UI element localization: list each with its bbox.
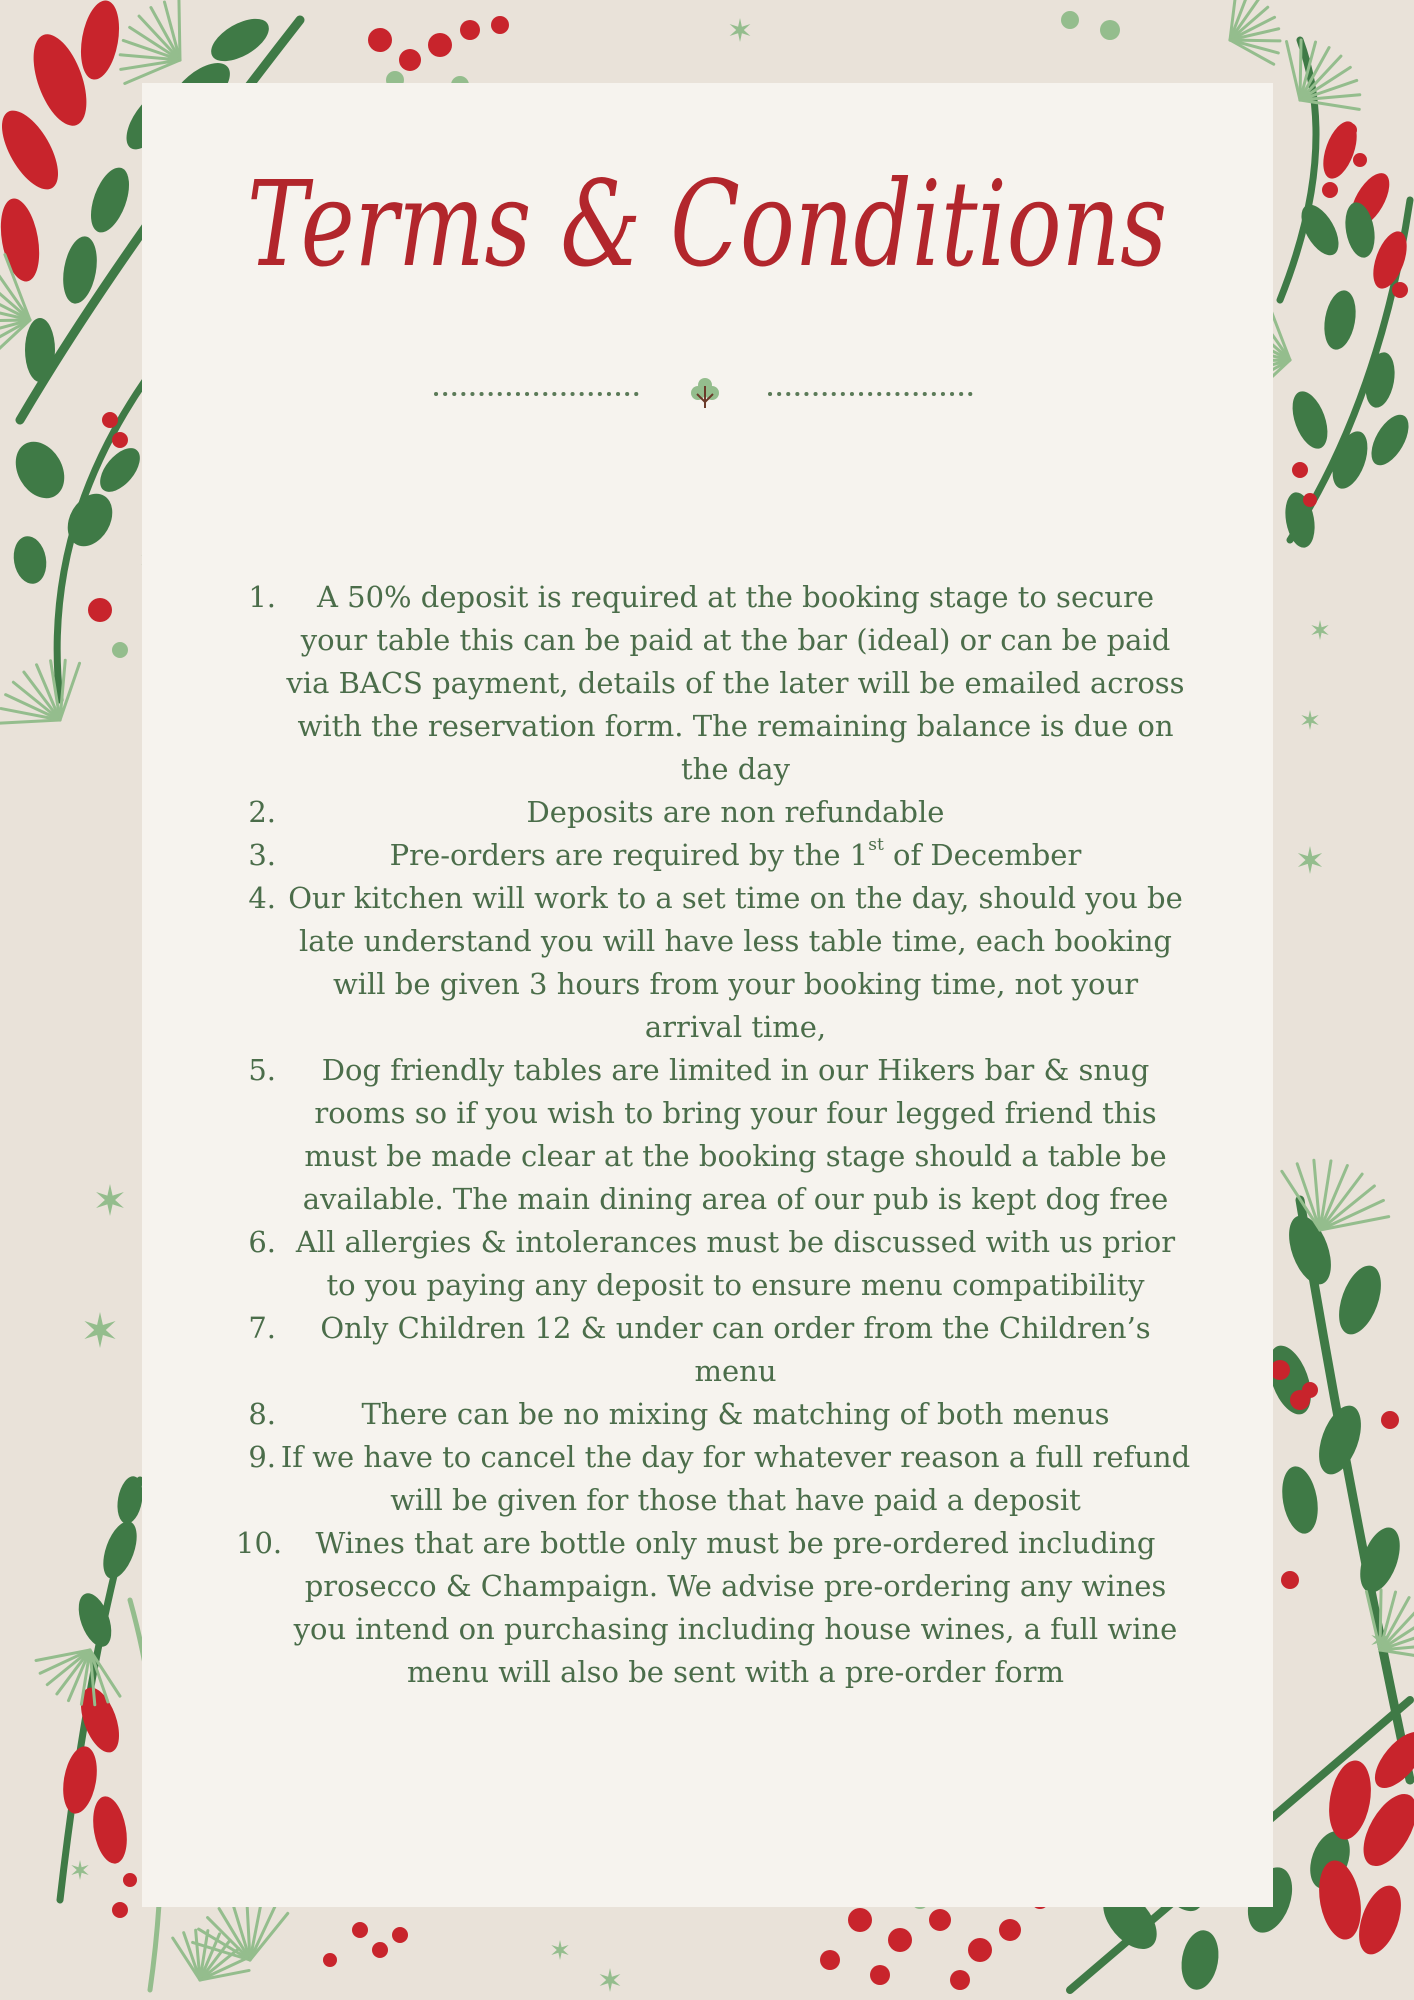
term-text: There can be no mixing & matching of both menus xyxy=(361,1397,1110,1431)
terms-list xyxy=(236,576,1191,1694)
fern-icon xyxy=(1287,42,1300,100)
berry-icon xyxy=(399,49,421,71)
leaf-icon xyxy=(10,534,50,587)
berry-icon xyxy=(1061,11,1079,29)
term-item xyxy=(236,1522,1191,1694)
term-text: Deposits are non refundable xyxy=(526,795,945,829)
berry-icon xyxy=(88,598,112,622)
leaf-icon xyxy=(58,1744,101,1817)
berry-icon xyxy=(1281,1571,1299,1589)
berry-icon xyxy=(1322,182,1338,198)
term-item xyxy=(236,1221,1191,1307)
term-text-start: Pre-orders are required by the 1 xyxy=(389,838,869,872)
term-number: 9. xyxy=(248,1440,276,1474)
berry-icon xyxy=(999,1919,1021,1941)
term-text: A 50% deposit is required at the booking stage to secure your table this can be paid at the bar (ideal) or can be paid via BACS payment, details of the later will be emailed across with the reservation form. The remaining balance is due on the day xyxy=(286,580,1185,786)
leaf-icon xyxy=(1364,409,1414,471)
star-icon xyxy=(600,1968,621,1992)
term-item xyxy=(236,877,1191,1049)
ordinal-superscript: st xyxy=(868,835,884,856)
term-item xyxy=(236,834,1191,877)
term-text: If we have to cancel the day for whatever reason a full refund will be given for those that have paid a deposit xyxy=(280,1440,1191,1517)
leaf-icon xyxy=(1286,387,1335,454)
berry-icon xyxy=(491,16,509,34)
term-number: 7. xyxy=(248,1311,276,1345)
berry-icon xyxy=(848,1908,872,1932)
berry-icon xyxy=(968,1938,992,1962)
star-icon xyxy=(96,1184,124,1216)
leaf-icon xyxy=(1317,117,1364,183)
term-text: Dog friendly tables are limited in our Hikers bar & snug rooms so if you wish to bring your four legged friend this must be made clear at the booking stage should a table be available. The main dining area of our pub is kept dog free xyxy=(302,1053,1169,1216)
leaf-icon xyxy=(1331,1260,1389,1340)
berry-icon xyxy=(112,642,128,658)
berry-icon xyxy=(1302,1382,1318,1398)
berry-icon xyxy=(1292,462,1308,478)
berry-icon xyxy=(1270,1360,1290,1380)
berry-icon xyxy=(1392,282,1408,298)
star-icon xyxy=(1301,710,1318,730)
berry-icon xyxy=(102,412,118,428)
berry-icon xyxy=(1343,123,1357,137)
term-text-end: of December xyxy=(883,838,1082,872)
term-number: 10. xyxy=(236,1526,283,1560)
star-icon xyxy=(730,18,751,42)
berry-icon xyxy=(112,432,128,448)
leaf-icon xyxy=(75,0,124,83)
leaf-icon xyxy=(1361,350,1398,410)
berry-icon xyxy=(460,20,480,40)
berry-icon xyxy=(929,1909,951,1931)
term-number: 5. xyxy=(248,1053,276,1087)
leaf-icon xyxy=(1311,1400,1369,1480)
berry-icon xyxy=(392,1927,408,1943)
term-text xyxy=(236,834,1191,877)
berry-icon xyxy=(428,33,452,57)
berry-icon xyxy=(372,1942,388,1958)
berry-icon xyxy=(1100,20,1120,40)
sprig-icon xyxy=(691,378,719,408)
berry-icon xyxy=(1303,493,1317,507)
berry-icon xyxy=(352,1922,368,1938)
berry-icon xyxy=(1381,1411,1399,1429)
leaf-icon xyxy=(1277,1464,1322,1537)
term-text: Only Children 12 & under can order from the Children’s menu xyxy=(320,1311,1151,1388)
fern-icon xyxy=(0,720,60,723)
title-text: Terms & Conditions xyxy=(247,155,1167,293)
term-item xyxy=(236,791,1191,834)
term-number: 3. xyxy=(248,838,276,872)
page-title xyxy=(142,140,1273,320)
berry-icon xyxy=(1353,153,1367,167)
star-icon xyxy=(551,1940,568,1960)
leaf-icon xyxy=(6,433,74,507)
berry-icon xyxy=(950,1970,970,1990)
star-icon xyxy=(71,1860,88,1880)
term-item xyxy=(236,1436,1191,1522)
term-item xyxy=(236,1049,1191,1221)
leaf-icon xyxy=(97,1517,144,1583)
leaf-icon xyxy=(88,1794,131,1867)
term-number: 1. xyxy=(248,580,276,614)
berry-icon xyxy=(123,1873,137,1887)
star-icon xyxy=(1298,846,1322,874)
berry-icon xyxy=(870,1965,890,1985)
term-item xyxy=(236,1393,1191,1436)
term-number: 6. xyxy=(248,1225,276,1259)
term-text: All allergies & intolerances must be discussed with us prior to you paying any deposit to ensure menu compatibility xyxy=(295,1225,1176,1302)
star-icon xyxy=(84,1312,115,1348)
term-item xyxy=(236,1307,1191,1393)
berry-icon xyxy=(820,1950,840,1970)
term-text: Our kitchen will work to a set time on the day, should you be late understand you will have less table time, each booking will be given 3 hours from your booking time, not your arrival time, xyxy=(288,881,1183,1044)
fern-icon xyxy=(1300,100,1359,109)
fern-icon xyxy=(179,0,180,60)
berry-icon xyxy=(888,1928,912,1952)
title-divider xyxy=(430,372,990,412)
term-number: 8. xyxy=(248,1397,276,1431)
star-icon xyxy=(1311,620,1328,640)
leaf-icon xyxy=(1320,288,1360,352)
berry-icon xyxy=(323,1953,337,1967)
leaf-icon xyxy=(1177,1927,1223,1992)
term-number: 2. xyxy=(248,795,276,829)
leaf-icon xyxy=(0,196,45,285)
term-item xyxy=(236,576,1191,791)
berry-icon xyxy=(112,1902,128,1918)
term-text: Wines that are bottle only must be pre-ordered including prosecco & Champaign. We advise pre-ordering any wines you intend on purchasing including house wines, a full wine menu will also be sent with a pre-order form xyxy=(293,1526,1178,1689)
leaf-icon xyxy=(25,318,55,382)
fern-icon xyxy=(1230,40,1274,64)
leaf-icon xyxy=(83,163,136,238)
berry-icon xyxy=(368,28,392,52)
term-number: 4. xyxy=(248,881,276,915)
